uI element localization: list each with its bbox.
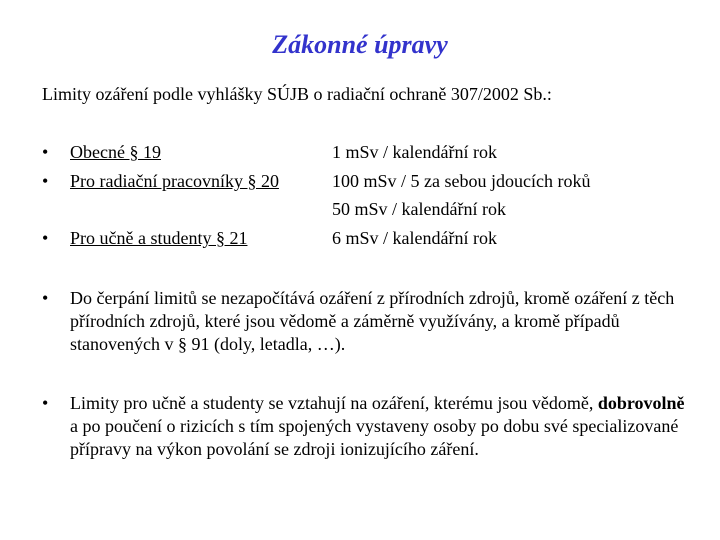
paragraph-students-part1: Limity pro učně a studenty se vztahují na ozáření, kterému jsou vědomě,	[70, 393, 594, 413]
limit-value-workers-annual: 50 mSv / kalendářní rok	[332, 199, 506, 219]
limit-value-workers-5yr: 100 mSv / 5 za sebou jdoucích roků	[332, 171, 591, 191]
bullet: •	[42, 393, 49, 413]
paragraph-students	[42, 392, 692, 461]
limit-value-general: 1 mSv / kalendářní rok	[332, 142, 497, 162]
bullet: •	[42, 228, 49, 248]
paragraph-natural-sources-text: Do čerpání limitů se nezapočítává ozáření z přírodních zdrojů, kromě ozáření z těch přírodních zdrojů, které jsou vědomě a záměrně využívány, a kromě případů stanovených v § 91 (doly, letadla, …).	[70, 288, 675, 354]
slide-title: Zákonné úpravy	[272, 30, 448, 59]
bullet: •	[42, 171, 49, 191]
bullet: •	[42, 142, 49, 162]
paragraph-students-text	[70, 392, 692, 461]
limit-item-students: Pro učně a studenty § 21	[70, 228, 248, 248]
limit-item-workers: Pro radiační pracovníky § 20	[70, 171, 279, 191]
paragraph-students-bold: dobrovolně	[597, 393, 685, 413]
limit-value-students: 6 mSv / kalendářní rok	[332, 228, 497, 248]
slide-subtitle: Limity ozáření podle vyhlášky SÚJB o radiační ochraně 307/2002 Sb.:	[42, 84, 552, 104]
bullet: •	[42, 288, 49, 308]
paragraph-students-part2: a po poučení o rizicích s tím spojených vystaveny osoby po dobu své specializované přípravy na výkon povolání se zdroji ionizujícího záření.	[70, 416, 679, 459]
limit-item-general: Obecné § 19	[70, 142, 161, 162]
paragraph-natural-sources	[42, 287, 692, 356]
